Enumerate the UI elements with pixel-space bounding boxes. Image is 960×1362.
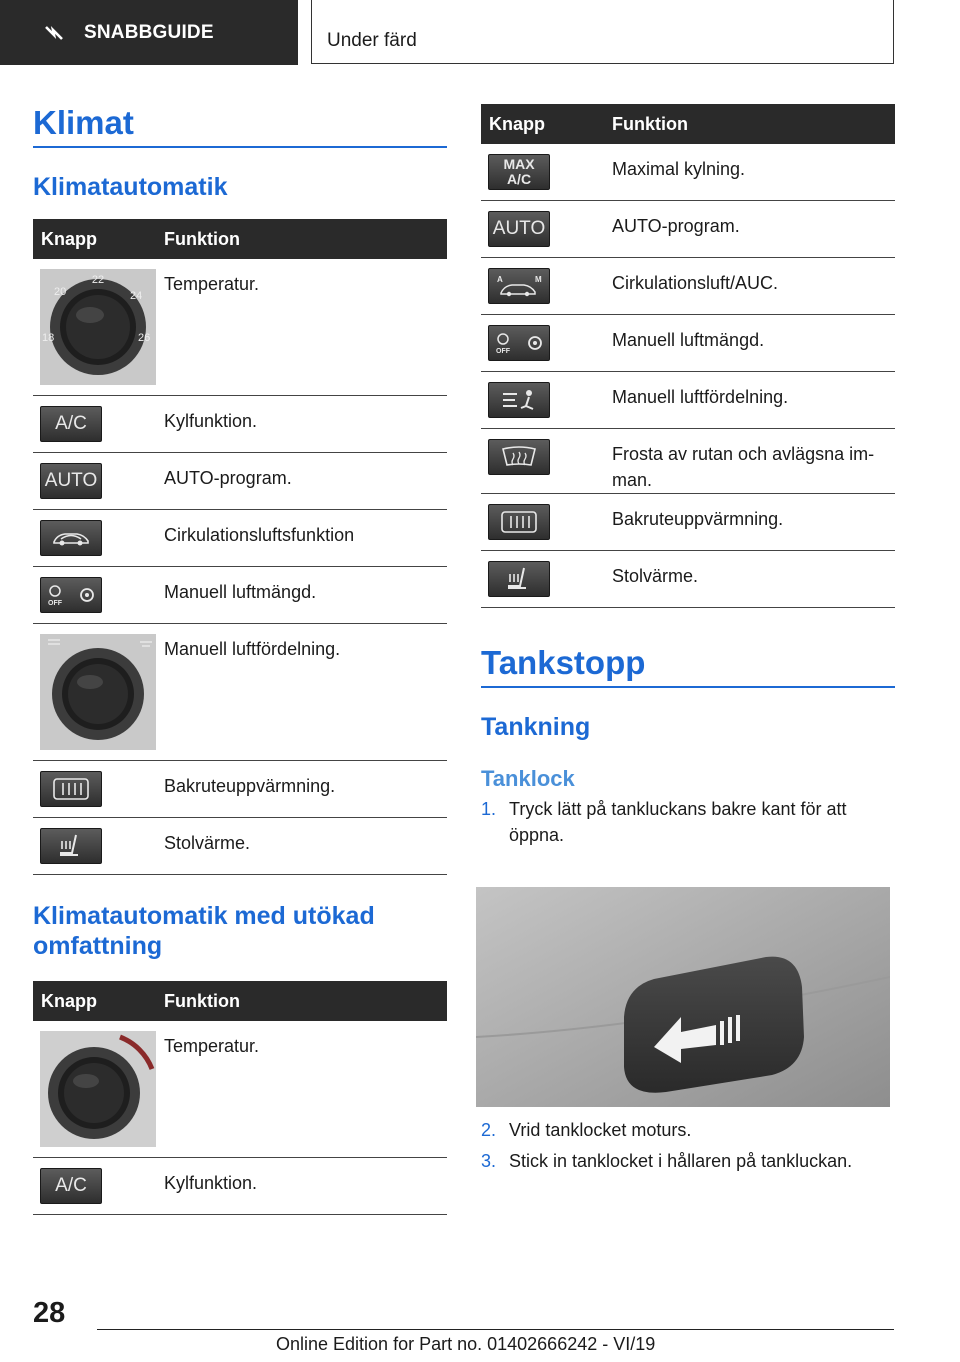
function-text: Manuell luftmängd. (612, 315, 895, 372)
quick-guide-label: SNABBGUIDE (84, 21, 214, 43)
seat-heating-button[interactable] (488, 561, 550, 597)
table-row (33, 453, 447, 510)
subsection-title: Tankning (481, 713, 591, 741)
function-text: Bakruteuppvärmning. (612, 494, 895, 551)
function-text: Maximal kylning. (612, 144, 895, 201)
knob-label-22: 22 (91, 274, 105, 286)
function-text: Stolvärme. (612, 551, 895, 608)
table-row (33, 761, 447, 818)
max-ac-button[interactable] (488, 154, 550, 190)
knob-label-20: 20 (54, 286, 67, 298)
windshield-defrost-icon (500, 445, 538, 469)
fan-icon (43, 583, 99, 607)
col-header-button: Knapp (33, 981, 164, 1021)
rear-defrost-icon (52, 777, 90, 801)
table-row (481, 315, 895, 372)
list-item (481, 1148, 895, 1174)
table-row (481, 258, 895, 315)
auto-button[interactable]: AUTO (40, 463, 102, 499)
temperature-knob[interactable] (40, 1031, 156, 1147)
table-row (481, 494, 895, 551)
function-text: Manuell luftfördelning. (612, 372, 895, 429)
seat-heating-icon (56, 833, 86, 859)
fan-icon (491, 331, 547, 355)
table-row (33, 818, 447, 875)
function-text: Temperatur. (164, 1021, 447, 1158)
function-text: Bakruteuppvärmning. (164, 761, 447, 818)
chapter-header (311, 0, 894, 64)
step-number: 1. (481, 799, 497, 819)
ac-button[interactable]: A/C (40, 1168, 102, 1204)
knob-label-24: 24 (130, 290, 143, 302)
climate-table (33, 219, 447, 875)
seat-heating-icon (504, 566, 534, 592)
function-text: Stolvärme. (164, 818, 447, 875)
recirculation-auc-icon (491, 273, 547, 299)
quick-guide-tab[interactable] (0, 0, 298, 65)
col-header-button: Knapp (481, 104, 612, 144)
section-rule (481, 686, 895, 688)
section-rule (33, 146, 447, 148)
fan-button[interactable] (40, 577, 102, 613)
table-row (33, 1158, 447, 1215)
table-header (33, 219, 447, 259)
col-header-function: Funktion (164, 219, 447, 259)
recirculation-button[interactable] (40, 520, 102, 556)
page-number: 28 (33, 1297, 66, 1329)
lightning-icon (42, 21, 66, 45)
table-header (33, 981, 447, 1021)
rear-defrost-button[interactable] (488, 504, 550, 540)
section-title: Klimat (33, 104, 134, 141)
auc-letter-a: A (497, 275, 503, 284)
air-distribution-icon (499, 388, 539, 412)
ac-button[interactable]: A/C (40, 406, 102, 442)
step-text: Stick in tanklocket i hållaren på tankluckan. (509, 1151, 853, 1171)
air-distribution-knob[interactable] (40, 634, 156, 750)
footer-rule (97, 1329, 894, 1330)
left-column (33, 104, 447, 1215)
table-row (481, 144, 895, 201)
subsection-title: Klimatautomatik (33, 173, 228, 201)
table-row (33, 396, 447, 453)
table-row (33, 567, 447, 624)
fan-off-label: OFF (496, 348, 510, 355)
climate-table-right (481, 104, 895, 608)
climate-extended-table (33, 981, 447, 1215)
list-item (481, 796, 895, 848)
step-number: 2. (481, 1120, 497, 1140)
step-text: Vrid tanklocket moturs. (509, 1120, 692, 1140)
col-header-function: Funktion (612, 104, 895, 144)
steps-list-continued (481, 1117, 895, 1174)
function-text: AUTO-program. (612, 201, 895, 258)
knob-label-18: 18 (42, 332, 55, 344)
function-text: Frosta av rutan och avlägsna im-man. (612, 429, 895, 494)
fan-button[interactable] (488, 325, 550, 361)
max-ac-line1: MAX (503, 156, 535, 172)
steps-list (481, 796, 895, 848)
table-row (481, 372, 895, 429)
rear-defrost-icon (500, 510, 538, 534)
fan-off-label: OFF (48, 600, 62, 607)
function-text: Cirkulationsluft/AUC. (612, 258, 895, 315)
air-distribution-button[interactable] (488, 382, 550, 418)
auc-letter-m: M (535, 275, 542, 284)
function-text: Temperatur. (164, 259, 447, 396)
section-title: Tankstopp (481, 644, 646, 681)
table-header (481, 104, 895, 144)
edition-text: Online Edition for Part no. 01402666242 - VI/19 (276, 1334, 656, 1354)
table-row (481, 429, 895, 494)
table-row (33, 510, 447, 567)
table-row (481, 551, 895, 608)
table-row (33, 1021, 447, 1158)
function-text: AUTO-program. (164, 453, 447, 510)
table-row (33, 624, 447, 761)
recirculation-auc-button[interactable] (488, 268, 550, 304)
col-header-function: Funktion (164, 981, 447, 1021)
function-text: Kylfunktion. (164, 396, 447, 453)
subsection-title: Klimatautomatik med utökad omfattning (33, 902, 375, 960)
car-recirculation-icon (51, 529, 91, 547)
fuel-flap-image (476, 887, 890, 1107)
temperature-knob[interactable] (40, 269, 156, 385)
windshield-defrost-button[interactable] (488, 439, 550, 475)
table-row (481, 201, 895, 258)
list-item (481, 1117, 895, 1143)
function-text: Cirkulationsluftsfunktion (164, 510, 447, 567)
seat-heating-button[interactable] (40, 828, 102, 864)
col-header-button: Knapp (33, 219, 164, 259)
function-text: Manuell luftfördelning. (164, 624, 447, 761)
function-text: Manuell luftmängd. (164, 567, 447, 624)
step-text: Tryck lätt på tankluckans bakre kant för att öppna. (509, 799, 847, 845)
knob-label-26: 26 (138, 332, 151, 344)
right-column (481, 104, 895, 848)
function-text: Kylfunktion. (164, 1158, 447, 1215)
table-row (33, 259, 447, 396)
auto-button[interactable]: AUTO (488, 211, 550, 247)
max-ac-line2: A/C (506, 171, 532, 187)
subsubsection-title: Tanklock (481, 766, 575, 791)
chapter-title: Under färd (327, 30, 417, 51)
rear-defrost-button[interactable] (40, 771, 102, 807)
step-number: 3. (481, 1151, 497, 1171)
